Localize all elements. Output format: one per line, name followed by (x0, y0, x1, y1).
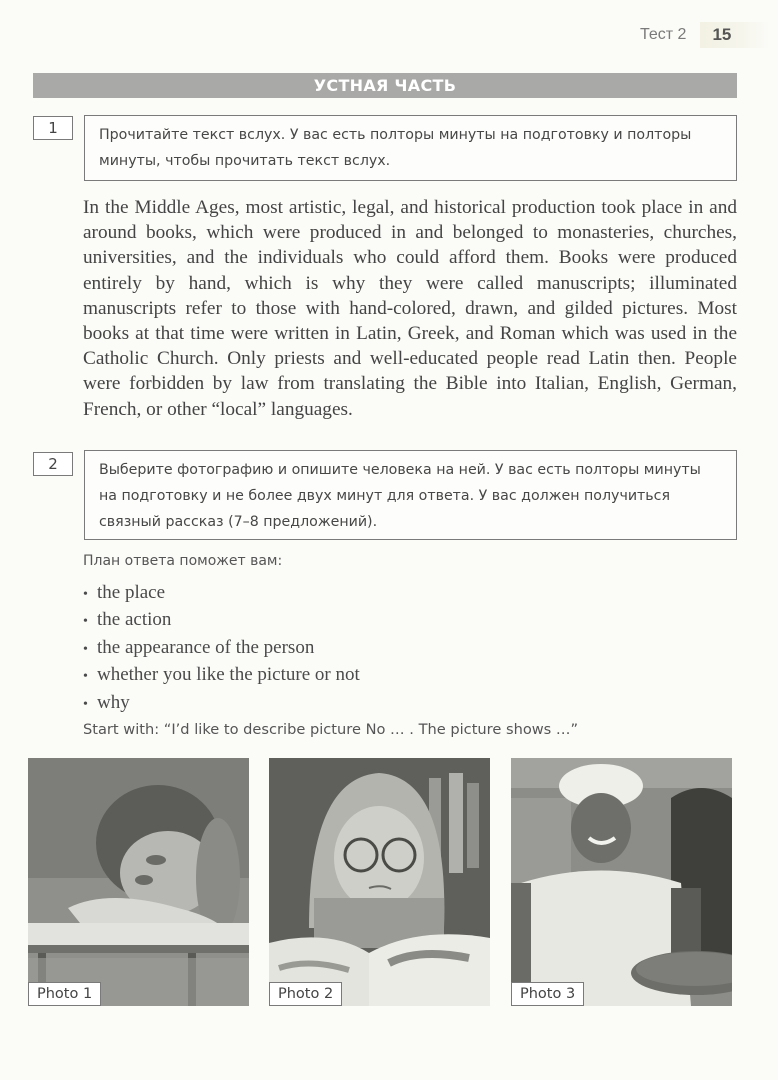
plan-item (83, 580, 360, 607)
plan-item (83, 607, 360, 634)
bullet-icon: • (83, 696, 88, 712)
photo-3[interactable] (511, 758, 732, 1006)
page-number: 15 (700, 22, 770, 48)
photo-2-image (269, 758, 490, 1006)
photo-3-label: Photo 3 (511, 982, 584, 1006)
photo-1[interactable] (28, 758, 249, 1006)
section-banner: УСТНАЯ ЧАСТЬ (33, 73, 737, 98)
photo-1-image (28, 758, 249, 1006)
plan-item-text: the appearance of the person (97, 636, 315, 658)
photo-3-image (511, 758, 732, 1006)
plan-item (83, 635, 360, 662)
plan-item-text: why (97, 691, 130, 713)
reading-text: In the Middle Ages, most artistic, legal, and historical production took place in and around books, which were produced in and belonged to monasteries, churches, universities, and the individuals who could afford them. Books were produced entirely by hand, which is why they were called manuscripts; illuminated manuscripts refer to those with hand-colored, drawn, and gilded pictures. Most books at that time were written in Latin, Greek, and Roman which was used in the Catholic Church. Only priests and well-educated people read Latin then. People were forbidden by law from translating the Bible into Italian, English, German, French, or other “local” languages. (83, 197, 737, 420)
bullet-icon: • (83, 669, 88, 685)
photo-2[interactable] (269, 758, 490, 1006)
plan-item-text: whether you like the picture or not (97, 664, 360, 686)
task-number-2: 2 (33, 452, 73, 476)
running-head-title: Тест 2 (640, 26, 687, 43)
photo-1-label: Photo 1 (28, 982, 101, 1006)
photo-2-label: Photo 2 (269, 982, 342, 1006)
task-instruction-2: Выберите фотографию и опишите человека на ней. У вас есть полторы минуты на подготовку и не более двух минут для ответа. У вас должен получиться связный рассказ (7–8 предложений). (84, 450, 737, 540)
reading-passage (83, 195, 737, 422)
bullet-icon: • (83, 641, 88, 657)
plan-list (83, 580, 360, 717)
running-head (640, 22, 770, 48)
task-number-1: 1 (33, 116, 73, 140)
plan-item-text: the place (97, 582, 166, 603)
start-with-phrase: Start with: “I’d like to describe picture No … . The picture shows …” (83, 721, 579, 738)
plan-item (83, 662, 360, 689)
plan-label: План ответа поможет вам: (83, 553, 283, 569)
bullet-icon: • (83, 587, 88, 602)
task-instruction-1: Прочитайте текст вслух. У вас есть полторы минуты на подготовку и полторы минуты, чтобы прочитать текст вслух. (84, 115, 737, 181)
bullet-icon: • (83, 614, 88, 630)
plan-item (83, 690, 360, 717)
plan-item-text: the action (97, 609, 172, 631)
